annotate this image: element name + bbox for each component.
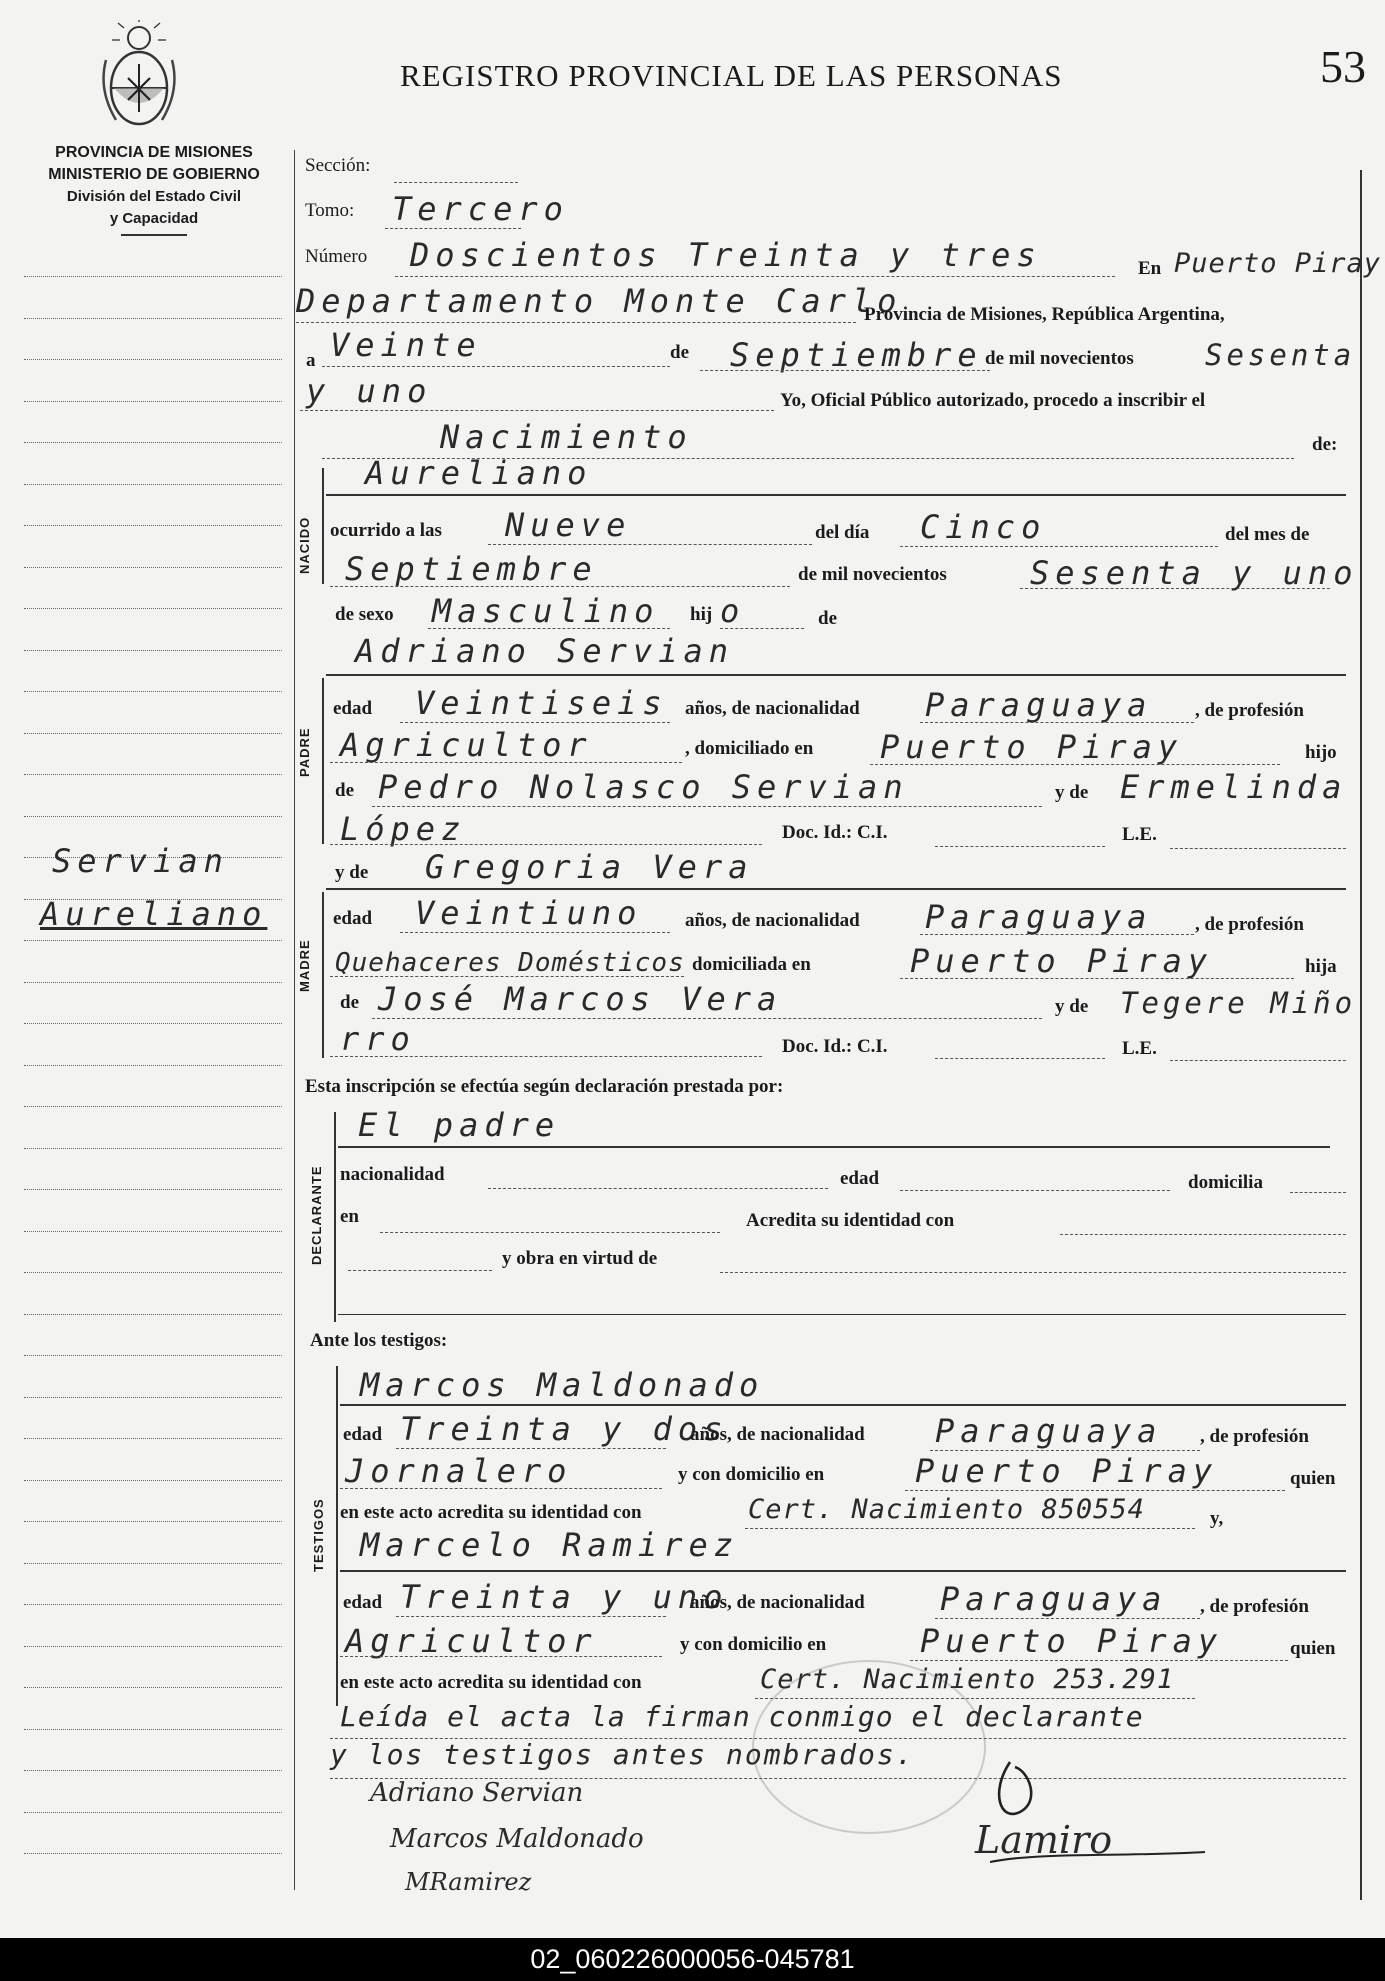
numero-label: Número: [305, 246, 368, 267]
padre-padre-field[interactable]: Pedro Nolasco Servian: [378, 768, 909, 806]
sidebar-rule-line: [24, 733, 282, 734]
agency-block: [26, 142, 282, 236]
padre-madre-field[interactable]: Ermelinda: [1120, 768, 1348, 806]
sidebar-rule-line: [24, 1189, 282, 1190]
sidebar-rule-line: [24, 1853, 282, 1854]
padre-prof-field[interactable]: Agricultor: [340, 726, 593, 764]
sidebar-rule-line: [24, 1563, 282, 1564]
madre-padre-field[interactable]: José Marcos Vera: [378, 980, 783, 1018]
madre-doc-label: Doc. Id.: C.I.: [782, 1036, 888, 1057]
sidebar-rule-line: [24, 359, 282, 360]
signature-testigo-1: Marcos Maldonado: [390, 1824, 644, 1854]
tab-testigos: TESTIGOS: [311, 1498, 326, 1572]
hora-field[interactable]: Nueve: [505, 506, 632, 544]
en-field[interactable]: Puerto Piray: [1174, 248, 1382, 279]
page-number: 53: [1320, 41, 1366, 92]
margin-rule: [294, 150, 295, 1890]
sidebar-rule-line: [24, 1812, 282, 1813]
sidebar-rule-line: [24, 1729, 282, 1730]
sidebar-rule-line: [24, 982, 282, 983]
testigo1-nac-label: años, de nacionalidad: [690, 1424, 865, 1445]
tomo-label: Tomo:: [305, 200, 355, 221]
declarante-intro: Esta inscripción se efectúa según declaración prestada por:: [305, 1076, 784, 1097]
sidebar-rule-line: [24, 1480, 282, 1481]
sidebar-rule-line: [24, 1272, 282, 1273]
padre-dom-label: , domiciliado en: [685, 738, 814, 759]
madre-nac-label: años, de nacionalidad: [685, 910, 860, 931]
ocurrido-label: ocurrido a las: [330, 520, 442, 541]
madre-y-de-label-2: y de: [1055, 996, 1089, 1017]
testigo1-dom-label: y con domicilio en: [678, 1464, 825, 1485]
declarante-edad-label: edad: [840, 1168, 880, 1189]
padre-le-label: L.E.: [1122, 824, 1157, 845]
agency-line-1: PROVINCIA DE MISIONES: [55, 144, 253, 161]
testigo2-edad-field[interactable]: Treinta y uno: [400, 1578, 729, 1616]
dia-registro-field[interactable]: Veinte: [330, 326, 482, 364]
madre-prof-label: , de profesión: [1195, 914, 1304, 935]
padre-prof-label: , de profesión: [1195, 700, 1304, 721]
testigo2-dom-label: y con domicilio en: [680, 1634, 827, 1655]
hij-label: hij: [690, 604, 713, 625]
sexo-label: de sexo: [335, 604, 394, 625]
right-border: [1360, 170, 1362, 1900]
sidebar-rule-line: [24, 567, 282, 568]
del-dia-label: del día: [815, 522, 870, 543]
padre-edad-label: edad: [333, 698, 373, 719]
testigo2-acredita-label: en este acto acredita su identidad con: [340, 1672, 642, 1693]
testigo2-nac-label: años, de nacionalidad: [690, 1592, 865, 1613]
sidebar-rule-line: [24, 1521, 282, 1522]
sidebar-rule-line: [24, 691, 282, 692]
closing-line-2[interactable]: y los testigos antes nombrados.: [330, 1738, 915, 1771]
testigos-intro: Ante los testigos:: [310, 1330, 448, 1351]
testigo1-acredita-label: en este acto acredita su identidad con: [340, 1502, 642, 1523]
nombre-padre-field[interactable]: Adriano Servian: [355, 632, 734, 670]
tab-declarante: DECLARANTE: [309, 1165, 324, 1265]
agency-line-3: División del Estado Civil: [66, 188, 242, 205]
mil-nacimiento-label: de mil novecientos: [798, 564, 947, 585]
sidebar-rule-line: [24, 774, 282, 775]
sidebar-rule-line: [24, 608, 282, 609]
declarante-nombre-field[interactable]: El padre: [358, 1106, 561, 1144]
testigo1-nombre-field[interactable]: Marcos Maldonado: [360, 1366, 765, 1404]
mil-label: de mil novecientos: [985, 348, 1134, 369]
hij-field[interactable]: o: [720, 592, 746, 630]
sidebar-rule-line: [24, 1397, 282, 1398]
document-title: REGISTRO PROVINCIAL DE LAS PERSONAS: [400, 58, 1063, 93]
sidebar-rule-line: [24, 484, 282, 485]
numero-field[interactable]: Doscientos Treinta y tres: [410, 236, 1042, 274]
testigo1-doc-field[interactable]: Cert. Nacimiento 850554: [748, 1494, 1145, 1525]
nombre-madre-field[interactable]: Gregoria Vera: [425, 848, 754, 886]
mes-nacimiento-field[interactable]: Septiembre: [345, 550, 598, 588]
official-seal-icon: [752, 1660, 986, 1834]
testigo1-prof-field[interactable]: Jornalero: [345, 1452, 573, 1490]
padre-edad-field[interactable]: Veintiseis: [415, 684, 668, 722]
seccion-label: Sección:: [305, 155, 371, 176]
madre-prof-field[interactable]: Quehaceres Domésticos: [335, 948, 685, 978]
de-colon-label: de:: [1312, 434, 1338, 455]
sidebar-rule-line: [24, 1770, 282, 1771]
padre-nac-label: años, de nacionalidad: [685, 698, 860, 719]
testigo1-end: y,: [1210, 1508, 1224, 1529]
madre-hija-label: hija: [1305, 956, 1337, 977]
signature-oficial: Lamiro: [975, 1818, 1113, 1862]
sidebar-annotation-name: Aureliano: [40, 895, 268, 933]
madre-y-de-label: y de: [335, 862, 369, 883]
padre-y-de-label: y de: [1055, 782, 1089, 803]
padre-de-label: de: [335, 780, 354, 801]
testigo2-quien-label: quien: [1290, 1638, 1336, 1659]
sidebar-rule-line: [24, 1148, 282, 1149]
testigo1-quien-label: quien: [1290, 1468, 1336, 1489]
dia-nacimiento-field[interactable]: Cinco: [920, 508, 1047, 546]
sexo-field[interactable]: Masculino: [432, 592, 660, 630]
anio-nacimiento-field[interactable]: Sesenta y uno: [1030, 554, 1359, 592]
sidebar-rule-line: [24, 318, 282, 319]
sidebar-rule-line: [24, 1314, 282, 1315]
declarante-en-label: en: [340, 1206, 359, 1227]
tab-madre: MADRE: [297, 939, 312, 993]
agency-line-2: MINISTERIO DE GOBIERNO: [48, 166, 260, 183]
provincia-text: Provincia de Misiones, República Argentina,: [864, 304, 1225, 325]
sidebar-rule-line: [24, 1646, 282, 1647]
testigo2-nombre-field[interactable]: Marcelo Ramirez: [360, 1526, 739, 1564]
sidebar-rule-line: [24, 1604, 282, 1605]
footer-id: 02_060226000056-045781: [530, 1944, 855, 1974]
declarante-acredita-label: Acredita su identidad con: [746, 1210, 955, 1231]
declarante-nac-label: nacionalidad: [340, 1164, 445, 1185]
sidebar-rule-line: [24, 442, 282, 443]
testigo2-dom-field[interactable]: Puerto Piray: [920, 1622, 1224, 1660]
testigo1-prof-label: , de profesión: [1200, 1426, 1309, 1447]
anio-registro-field[interactable]: Sesenta: [1205, 338, 1356, 372]
declarante-obra-label: y obra en virtud de: [502, 1248, 658, 1269]
del-mes-label: del mes de: [1225, 524, 1310, 545]
sidebar-rule-line: [24, 276, 282, 277]
madre-madre-field[interactable]: Tegere Miño: [1120, 986, 1357, 1020]
acto-field[interactable]: Nacimiento: [440, 418, 693, 456]
sidebar-rule-line: [24, 401, 282, 402]
padre-dom-field[interactable]: Puerto Piray: [880, 728, 1184, 766]
anio-registro-cont[interactable]: y uno: [306, 372, 433, 410]
madre-le-label: L.E.: [1122, 1038, 1157, 1059]
testigo2-prof-label: , de profesión: [1200, 1596, 1309, 1617]
sidebar-annotation-surname: Servian: [52, 842, 229, 880]
sidebar-rule-line: [24, 1023, 282, 1024]
signature-declarante: Adriano Servian: [370, 1778, 584, 1808]
madre-edad-field[interactable]: Veintiuno: [415, 894, 643, 932]
departamento-field[interactable]: Departamento Monte Carlo: [296, 282, 903, 320]
tomo-field[interactable]: Tercero: [392, 190, 569, 228]
mes-registro-field[interactable]: Septiembre: [730, 336, 983, 374]
sidebar-rule-line: [24, 650, 282, 651]
de-label: de: [670, 342, 689, 363]
testigo2-nac-field[interactable]: Paraguaya: [940, 1580, 1168, 1618]
padre-doc-label: Doc. Id.: C.I.: [782, 822, 888, 843]
oficial-text: Yo, Oficial Público autorizado, procedo a inscribir el: [780, 390, 1206, 411]
madre-edad-label: edad: [333, 908, 373, 929]
testigo2-doc-field[interactable]: Cert. Nacimiento 253.291: [760, 1664, 1175, 1695]
madre-dom-label: domiciliada en: [692, 954, 811, 975]
padre-hijo-label: hijo: [1305, 742, 1337, 763]
madre-nac-field[interactable]: Paraguaya: [925, 898, 1153, 936]
tab-nacido: NACIDO: [297, 516, 312, 574]
testigo2-edad-label: edad: [343, 1592, 383, 1613]
en-label: En: [1138, 258, 1162, 279]
sidebar-rule-line: [24, 1231, 282, 1232]
testigo1-nac-field[interactable]: Paraguaya: [935, 1412, 1163, 1450]
sidebar-rule-line: [24, 1355, 282, 1356]
de-label-nacido: de: [818, 608, 837, 629]
padre-nac-field[interactable]: Paraguaya: [925, 686, 1153, 724]
coat-of-arms-icon: [98, 20, 180, 132]
closing-line-1[interactable]: Leída el acta la firman conmigo el declarante: [340, 1700, 1144, 1733]
a-label: a: [306, 350, 316, 371]
madre-de-label: de: [340, 992, 359, 1013]
padre-madre-cont[interactable]: López: [340, 810, 467, 848]
agency-line-4: y Capacidad: [109, 210, 199, 227]
nombre-nacido-field[interactable]: Aureliano: [365, 454, 593, 492]
sidebar-rule-line: [24, 1106, 282, 1107]
testigo2-prof-field[interactable]: Agricultor: [345, 1622, 598, 1660]
sidebar-rule-line: [24, 525, 282, 526]
tab-padre: PADRE: [297, 727, 312, 777]
madre-dom-field[interactable]: Puerto Piray: [910, 942, 1214, 980]
declarante-dom-label: domicilia: [1188, 1172, 1263, 1193]
sidebar-rule-line: [24, 1438, 282, 1439]
signature-testigo-2: MRamirez: [405, 1868, 532, 1896]
sidebar-rule-line: [24, 1687, 282, 1688]
testigo1-edad-field[interactable]: Treinta y dos: [400, 1410, 729, 1448]
sidebar-rule-line: [24, 816, 282, 817]
oficial-signature-flourish: [980, 1752, 1210, 1877]
madre-madre-cont[interactable]: rro: [340, 1020, 416, 1058]
testigo1-edad-label: edad: [343, 1424, 383, 1445]
testigo1-dom-field[interactable]: Puerto Piray: [915, 1452, 1219, 1490]
sidebar-rule-line: [24, 940, 282, 941]
sidebar-rule-line: [24, 1065, 282, 1066]
